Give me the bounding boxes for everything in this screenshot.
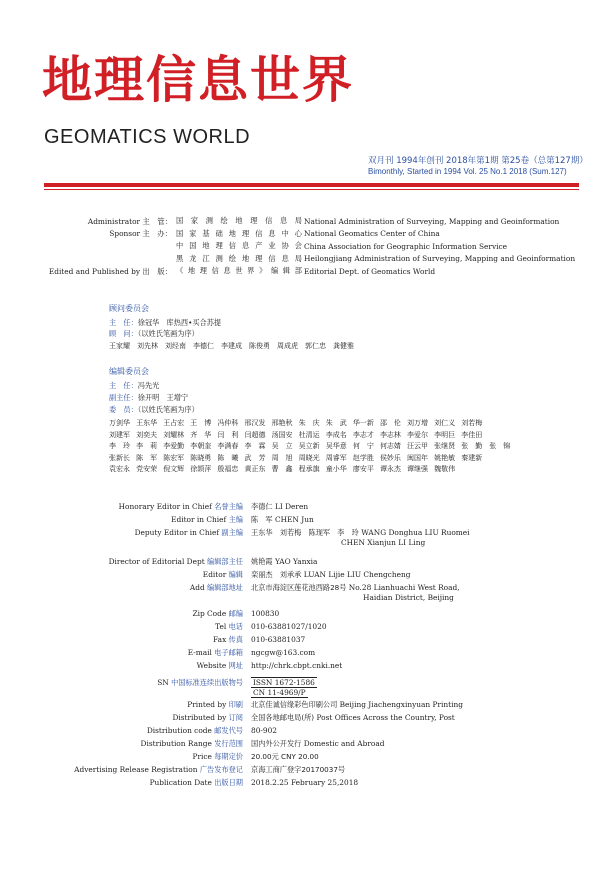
member-row — [109, 464, 515, 476]
staff-value — [251, 557, 317, 567]
member-name: 侯妙乐 — [379, 453, 401, 462]
staff-value — [251, 609, 279, 619]
member-name: 张继贤 — [434, 442, 456, 451]
pub-role: Administrator 主 管： — [87, 216, 172, 226]
member-name: 吴 立 — [271, 442, 293, 451]
staff-label — [30, 609, 243, 619]
staff-label-cn: 名誉主编 — [214, 502, 243, 511]
staff-label — [30, 778, 243, 788]
member-name: 谭永杰 — [379, 465, 401, 474]
member-name: 秦建新 — [461, 453, 483, 462]
staff-row — [30, 752, 319, 762]
member-name: 朱 武 — [325, 419, 347, 427]
staff-label — [30, 622, 243, 632]
staff-label — [30, 570, 243, 580]
advisory-advisor-line — [109, 329, 199, 339]
staff-value — [251, 713, 455, 723]
staff-label — [30, 752, 243, 762]
pub-role: Edited and Published by 出 版： — [48, 266, 172, 276]
staff-value-cn: 北京佳诚信缘彩色印刷公司 — [251, 700, 338, 709]
staff-value-en: 010-63881027/1020 — [251, 622, 327, 631]
staff-label-cn: 邮编 — [228, 609, 243, 618]
staff-value-cn: 陈 军 — [251, 515, 273, 524]
staff-value-en: YAO Yanxia — [274, 557, 318, 566]
member-name: 刘建军 — [109, 430, 130, 439]
member-name: 吴立新 — [298, 442, 320, 451]
staff-label-cn: 编辑部主任 — [207, 557, 243, 566]
advisory-director-line — [109, 318, 221, 328]
staff-row — [30, 661, 342, 671]
member-name: 刘耀林 — [163, 430, 185, 439]
member-name: 陈 曦 — [217, 453, 239, 462]
staff-label-en: Zip Code — [192, 609, 227, 618]
staff-value — [251, 515, 314, 525]
staff-label-en: Add — [189, 583, 205, 592]
editorial-member-line — [109, 405, 199, 415]
member-name: 何 宁 — [352, 442, 374, 451]
editorial-heading: 编辑委员会 — [109, 367, 149, 376]
advisory-director: 徐冠华 库热西•买合苏提 — [137, 318, 222, 327]
pub-org: 黑龙江测绘地理信息局 — [176, 253, 302, 263]
staff-label-cn: 编辑 — [228, 570, 243, 579]
staff-value-en: WANG Donghua LIU Ruomei — [361, 528, 470, 537]
staff-row — [30, 609, 279, 619]
member-name: 吴华意 — [325, 442, 347, 451]
member-name: 李佳田 — [461, 430, 483, 439]
member-name: 谭继强 — [407, 465, 429, 474]
member-name: 李 莉 — [136, 442, 158, 451]
member-name: 邢汉发 — [244, 419, 266, 427]
member-name: 汪云甲 — [407, 442, 429, 451]
staff-value-cn: 李德仁 — [251, 502, 273, 511]
staff-row — [30, 570, 410, 580]
member-name: 刘奕夫 — [136, 430, 158, 439]
member-name: 刘若梅 — [461, 419, 483, 427]
member-name: 童小华 — [325, 465, 347, 474]
staff-value — [251, 570, 410, 580]
member-row — [109, 430, 515, 442]
staff-value-en: 80-902 — [251, 726, 278, 735]
staff-label-en: Deputy Editor in Chief — [134, 528, 220, 537]
journal-title-en: GEOMATICS WORLD — [44, 126, 251, 148]
editorial-deputy: 徐开明 王增宁 — [137, 393, 189, 402]
staff-row — [30, 739, 385, 749]
staff-label-en: Director of Editorial Dept — [108, 557, 205, 566]
staff-label — [30, 661, 243, 671]
member-name: 王 博 — [190, 419, 212, 427]
editorial-deputy-line — [109, 393, 188, 403]
staff-value-en: ISSN 1672-1586 — [253, 678, 315, 687]
staff-value — [251, 528, 470, 547]
staff-row — [30, 622, 327, 632]
staff-label — [30, 635, 243, 645]
staff-label-en: E-mail — [187, 648, 212, 657]
staff-label — [30, 515, 243, 525]
staff-value-en[interactable]: http://chrk.cbpt.cnki.net — [251, 661, 343, 670]
staff-label — [30, 583, 243, 602]
member-name: 张 勤 张 锦 — [461, 442, 511, 451]
staff-label — [30, 557, 243, 567]
member-name: 李爱勤 — [163, 442, 185, 451]
staff-value-cn: 20.00元 CNY 20.00 — [251, 752, 319, 761]
staff-value-en: 010-63881037 — [251, 635, 306, 644]
member-name: 程承旗 — [298, 465, 320, 474]
staff-value-en: 100830 — [251, 609, 280, 618]
staff-row — [30, 778, 358, 788]
pub-org: 中国地理信息产业协会 — [176, 241, 302, 251]
member-name: 齐 华 — [190, 430, 212, 439]
member-name: 杜清运 — [298, 430, 320, 439]
member-name: 刘万增 — [407, 419, 429, 427]
staff-value-en: Post Offices Across the Country, Post — [316, 713, 455, 722]
staff-label-cn: 传真 — [228, 635, 243, 644]
staff-label — [30, 739, 243, 749]
staff-value-cn: 栾丽杰 刘承承 — [251, 570, 302, 579]
member-name: 陈宏军 — [163, 453, 185, 462]
editorial-member-label: 委 员： — [109, 405, 138, 414]
member-name: 周 旭 — [271, 453, 293, 462]
staff-value — [251, 752, 319, 762]
staff-label — [30, 765, 243, 775]
staff-label-cn: 电子邮箱 — [214, 648, 243, 657]
member-name: 李成名 — [325, 430, 347, 439]
staff-value — [251, 502, 308, 512]
pub-row-sponsor-2 — [30, 240, 590, 253]
staff-label-cn: 出版日期 — [214, 778, 243, 787]
staff-label-cn: 邮发代号 — [214, 726, 243, 735]
header-rule-thick — [44, 183, 579, 187]
staff-value-en[interactable]: ngcgw@163.com — [251, 648, 316, 657]
member-name: 李朝奎 — [190, 442, 212, 451]
issue-info-cn: 双月刊 1994年创刊 2018年第1期 第25卷（总第127期） — [368, 156, 588, 166]
staff-label — [30, 502, 243, 512]
staff-row — [30, 726, 277, 736]
member-name: 邵 伦 — [379, 419, 401, 427]
pub-org-en: Heilongjiang Administration of Surveying, Mapping and Geoinformation — [304, 254, 576, 264]
staff-label-cn: 电话 — [228, 622, 243, 631]
staff-value-en: Beijing Jiachengxinyuan Printing — [339, 700, 463, 709]
staff-value-en-2: CHEN Xianjun LI Ling — [341, 538, 426, 547]
member-name: 李志林 — [379, 430, 401, 439]
member-name: 李 霖 — [244, 442, 266, 451]
staff-label-en: Editor — [202, 570, 227, 579]
staff-value — [251, 739, 385, 749]
staff-label-cn: 网址 — [228, 661, 243, 670]
member-row — [109, 453, 515, 465]
staff-value — [251, 583, 460, 602]
staff-value-en: LI Deren — [274, 502, 309, 511]
staff-label-en: Distribution Range — [140, 739, 212, 748]
member-name: 何志婧 — [379, 442, 401, 451]
member-name: 殷福忠 — [217, 465, 239, 474]
member-name: 袁宏永 — [109, 465, 130, 474]
staff-label — [30, 528, 243, 547]
staff-value-cn: 国内外公开发行 — [251, 739, 302, 748]
staff-row — [30, 635, 305, 645]
staff-value-en: 2018.2.25 February 25,2018 — [251, 778, 359, 787]
staff-row — [30, 528, 470, 547]
member-name: 李爱尔 — [407, 430, 429, 439]
editorial-members — [109, 418, 515, 476]
member-name: 朱 庆 — [298, 419, 320, 427]
staff-label-cn: 印刷 — [228, 700, 243, 709]
member-name: 徐颉萍 — [190, 465, 212, 474]
staff-value-cn: 全国各地邮电局(所) — [251, 713, 315, 722]
staff-label — [30, 726, 243, 736]
member-name: 廖安平 — [352, 465, 374, 474]
member-name: 赵学胜 — [352, 453, 374, 462]
staff-label-en: Printed by — [187, 700, 227, 709]
member-name: 张新长 — [109, 453, 130, 462]
staff-label-en: SN — [157, 678, 169, 687]
staff-value-cn: 王东华 刘若梅 陈现军 李 玲 — [251, 528, 359, 537]
pub-role: Sponsor 主 办： — [109, 229, 172, 239]
member-name: 王东华 — [136, 419, 158, 427]
staff-value-en: LUAN Lijie LIU Chengcheng — [303, 570, 411, 579]
staff-value — [251, 765, 345, 775]
advisory-members: 王家耀 刘先林 刘经南 李德仁 李建成 陈俊勇 周成虎 郭仁忠 龚健雅 — [109, 342, 354, 350]
member-name: 李 玲 — [109, 442, 130, 451]
pub-org-en: China Association for Geographic Information Service — [304, 241, 508, 251]
staff-row — [30, 700, 463, 710]
member-name: 曹 鑫 — [271, 465, 293, 474]
pub-org-en: Editorial Dept. of Geomatics World — [304, 266, 436, 276]
member-name: 周晓光 — [298, 453, 320, 462]
staff-label-en: Website — [196, 661, 227, 670]
staff-label-cn: 中国标准连续出版物号 — [171, 678, 243, 687]
staff-row — [30, 765, 345, 775]
member-name: 刘仁义 — [434, 419, 456, 427]
member-name: 邢艳秋 — [271, 419, 293, 427]
staff-label — [30, 713, 243, 723]
pub-row-publisher — [30, 265, 590, 278]
editorial-deputy-label: 副主任： — [109, 393, 138, 402]
member-name: 闫 利 — [217, 430, 239, 439]
member-name: 陈晓勇 — [190, 453, 212, 462]
staff-value-en-2: CN 11-4969/P — [253, 688, 306, 697]
advisory-director-label: 主 任： — [109, 318, 138, 327]
staff-label — [30, 700, 243, 710]
staff-label-cn: 广告发布登记 — [199, 765, 243, 774]
advisory-heading: 顾问委员会 — [109, 304, 149, 313]
pub-org: 国家基础地理信息中心 — [176, 228, 302, 238]
staff-label-cn: 每期定价 — [214, 752, 243, 761]
staff-label-en: Tel — [215, 622, 227, 631]
staff-row — [30, 678, 317, 697]
editorial-member-note: （以姓氏笔画为序） — [137, 405, 199, 414]
pub-row-sponsor — [30, 228, 590, 241]
pub-row-sponsor-3 — [30, 253, 590, 266]
staff-row — [30, 502, 308, 512]
staff-value — [251, 648, 315, 658]
pub-row-administrator — [30, 215, 590, 228]
member-name: 黄正东 — [244, 465, 266, 474]
staff-value — [251, 700, 463, 710]
member-row — [109, 418, 515, 430]
member-name: 华一新 — [352, 419, 374, 427]
staff-value — [251, 622, 327, 632]
staff-value-cn: 京海工商广登字20170037号 — [251, 765, 346, 774]
staff-label-en: Honorary Editor in Chief — [118, 502, 212, 511]
staff-label-cn: 副主编 — [221, 528, 243, 537]
member-name: 闫超德 — [244, 430, 266, 439]
journal-title-cn: 地理信息世界 — [42, 51, 354, 109]
member-name: 李明巨 — [434, 430, 456, 439]
staff-label-en: Fax — [213, 635, 227, 644]
staff-row — [30, 583, 460, 602]
member-name: 李志才 — [352, 430, 374, 439]
staff-label-cn: 订阅 — [228, 713, 243, 722]
editorial-director-label: 主 任： — [109, 381, 138, 390]
staff-label — [30, 648, 243, 658]
staff-label — [30, 678, 243, 697]
staff-value-en: Domestic and Abroad — [303, 739, 385, 748]
staff-value — [251, 778, 358, 788]
staff-value — [251, 635, 305, 645]
issue-info-en: Bimonthly, Started in 1994 Vol. 25 No.1 2018 (Sum.127) — [368, 167, 567, 176]
staff-value — [251, 661, 342, 671]
staff-row — [30, 648, 315, 658]
member-row — [109, 441, 515, 453]
staff-value-en: No.28 Lianhuachi West Road, — [348, 583, 460, 592]
publication-info — [30, 215, 590, 278]
member-name: 王占宏 — [163, 419, 185, 427]
staff-label-en: Editor in Chief — [171, 515, 227, 524]
staff-value — [251, 678, 317, 697]
advisory-advisor-label: 顾 问： — [109, 329, 138, 338]
staff-label-cn: 发行范围 — [214, 739, 243, 748]
pub-org-en: National Geomatics Center of China — [304, 229, 440, 239]
editorial-director-line — [109, 381, 159, 391]
member-name: 冯仲科 — [217, 419, 239, 427]
staff-label-en: Distributed by — [172, 713, 227, 722]
member-name: 闽国年 — [407, 453, 429, 462]
staff-row — [30, 515, 314, 525]
staff-label-en: Distribution code — [146, 726, 212, 735]
staff-value-cn: 北京市海淀区莲花池西路28号 — [251, 583, 347, 592]
staff-label-en: Publication Date — [149, 778, 212, 787]
header-rule-thin — [44, 189, 579, 190]
staff-row — [30, 713, 455, 723]
staff-value-cn: 姚艳霞 — [251, 557, 273, 566]
member-name: 魏敬伟 — [434, 465, 456, 474]
pub-org: 《地理信息世界》编辑部 — [176, 266, 302, 276]
staff-row — [30, 557, 317, 567]
member-name: 姚艳敏 — [434, 453, 456, 462]
member-name: 武 芳 — [244, 453, 266, 462]
member-name: 周睿军 — [325, 453, 347, 462]
pub-org-en: National Administration of Surveying, Mapping and Geoinformation — [304, 216, 560, 226]
staff-value-en: CHEN Jun — [274, 515, 314, 524]
member-name: 陈 军 — [136, 453, 158, 462]
advisory-advisor-note: （以姓氏笔画为序） — [137, 329, 199, 338]
staff-label-cn: 主编 — [228, 515, 243, 524]
staff-label-cn: 编辑部地址 — [207, 583, 243, 592]
member-name: 倪文辉 — [163, 465, 185, 474]
member-name: 汤国安 — [271, 430, 293, 439]
staff-label-en: Advertising Release Registration — [74, 765, 198, 774]
pub-org: 国家测绘地理信息局 — [176, 216, 302, 226]
staff-value-en-2: Haidian District, Beijing — [363, 593, 454, 602]
member-name: 万剑华 — [109, 419, 130, 427]
member-name: 李满春 — [217, 442, 239, 451]
staff-value — [251, 726, 277, 736]
staff-label-en: Price — [192, 752, 212, 761]
editorial-director: 冯先光 — [137, 381, 160, 390]
member-name: 党安荣 — [136, 465, 158, 474]
